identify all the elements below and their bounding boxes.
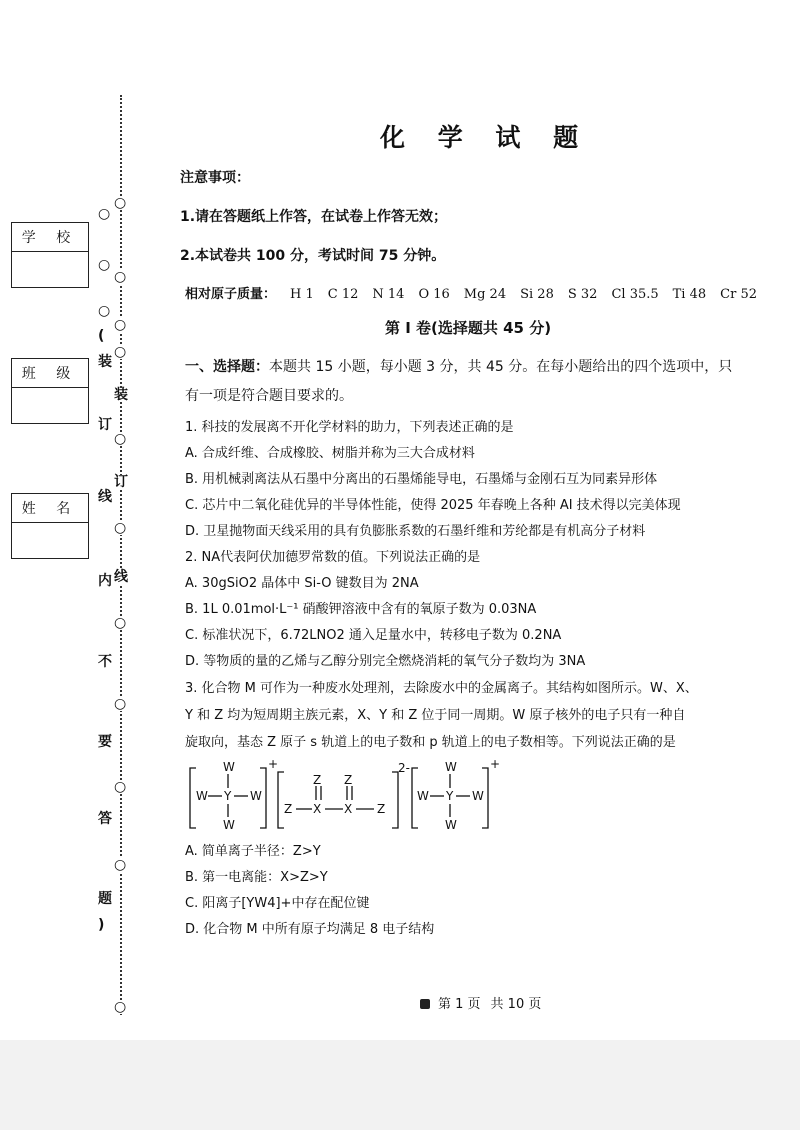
- charge-plus-1: +: [268, 760, 279, 771]
- atom-w: W: [445, 818, 457, 832]
- atomic-mass-item: H 1: [290, 287, 314, 302]
- atomic-mass-item: Ti 48: [672, 287, 707, 302]
- binding-left-char: ○: [98, 257, 111, 273]
- class-box: [11, 358, 89, 424]
- binding-right-char: 装: [114, 387, 128, 403]
- question-3-option-d: D. 化合物 M 中所有原子均满足 8 电子结构: [185, 922, 435, 937]
- name-box: [11, 493, 89, 559]
- question-2-option-c: C. 标准状况下，6.72LNO2 通入足量水中，转移电子数为 0.2NA: [185, 628, 562, 643]
- binding-right-char: ○: [114, 431, 127, 447]
- atomic-mass-item: C 12: [327, 287, 359, 302]
- binding-left-char: 装: [98, 354, 112, 370]
- question-2-option-a: A. 30gSiO2 晶体中 Si-O 键数目为 2NA: [185, 576, 419, 591]
- atom-w: W: [223, 818, 235, 832]
- part-heading: 一、选择题：: [185, 359, 269, 375]
- atom-x: X: [344, 802, 353, 816]
- school-field[interactable]: [12, 252, 88, 287]
- class-field[interactable]: [12, 388, 88, 423]
- binding-right-char: 线: [114, 569, 128, 585]
- question-2-option-d: D. 等物质的量的乙烯与乙醇分别完全燃烧消耗的氧气分子数均为 3NA: [185, 654, 586, 669]
- atomic-mass-item: Cr 52: [720, 287, 757, 302]
- binding-left-char: (: [98, 328, 105, 344]
- binding-right-char: ○: [114, 344, 127, 360]
- atom-y: Y: [446, 789, 454, 803]
- binding-left-char: ○: [98, 303, 111, 319]
- atom-w: W: [250, 789, 262, 803]
- atomic-mass-item: N 14: [372, 287, 405, 302]
- binding-left-char: 内: [98, 573, 112, 589]
- atomic-mass-item: Mg 24: [463, 287, 507, 302]
- part-intro-line-1: [185, 360, 732, 375]
- school-label: 学 校: [12, 223, 88, 252]
- binding-left-char: 订: [98, 417, 112, 433]
- atom-z: Z: [377, 802, 386, 816]
- atomic-mass-item: O 16: [418, 287, 450, 302]
- question-2-option-b: B. 1L 0.01mol·L⁻¹ 硝酸钾溶液中含有的氧原子数为 0.03NA: [185, 602, 537, 617]
- footer-mark-icon: [420, 999, 430, 1009]
- binding-left-char: 要: [98, 734, 112, 750]
- binding-right-char: ○: [114, 520, 127, 536]
- bottom-margin: [0, 1040, 800, 1130]
- page-footer: [420, 993, 541, 1012]
- atom-w: W: [417, 789, 429, 803]
- atom-z: Z: [284, 802, 293, 816]
- question-3-option-c: C. 阳离子[YW4]+中存在配位键: [185, 896, 370, 911]
- binding-right-char: ○: [114, 779, 127, 795]
- class-label: 班 级: [12, 359, 88, 388]
- question-1-option-c: C. 芯片中二氧化硅优异的半导体性能，使得 2025 年春晚上各种 AI 技术得以完美体现: [185, 498, 681, 513]
- compound-m-structure: [188, 760, 518, 835]
- binding-right-char: 订: [114, 474, 128, 490]
- question-3-option-b: B. 第一电离能：X>Z>Y: [185, 870, 328, 885]
- atom-z: Z: [344, 773, 353, 787]
- page-number: 第 1 页: [438, 997, 481, 1012]
- atom-z: Z: [313, 773, 322, 787]
- binding-right-char: ○: [114, 317, 127, 333]
- part-intro-2: 有一项是符合题目要求的。: [185, 388, 353, 404]
- binding-right-char: ○: [114, 615, 127, 631]
- binding-left-char: 不: [98, 654, 112, 670]
- page-title: 化 学 试 题: [380, 123, 591, 152]
- binding-right-char: ○: [114, 195, 127, 211]
- charge-plus-2: +: [490, 760, 501, 771]
- name-label: 姓 名: [12, 494, 88, 523]
- atom-y: Y: [224, 789, 232, 803]
- question-1-option-d: D. 卫星抛物面天线采用的具有负膨胀系数的石墨纤维和芳纶都是有机高分子材料: [185, 524, 646, 539]
- part-intro-1: 本题共 15 小题，每小题 3 分，共 45 分。在每小题给出的四个选项中，只: [269, 359, 733, 375]
- atom-x: X: [313, 802, 322, 816]
- page-total: 共 10 页: [490, 997, 542, 1012]
- question-1-stem: 1. 科技的发展离不开化学材料的助力，下列表述正确的是: [185, 420, 514, 435]
- atom-w: W: [445, 760, 457, 774]
- charge-2minus: 2-: [398, 761, 410, 775]
- binding-dotted-line: [120, 95, 122, 1015]
- atomic-mass-row: [185, 287, 757, 303]
- binding-left-char: ○: [98, 206, 111, 222]
- question-2-stem: 2. NA代表阿伏加德罗常数的值。下列说法正确的是: [185, 550, 481, 565]
- binding-right-char: ○: [114, 696, 127, 712]
- question-1-option-b: B. 用机械剥离法从石墨中分离出的石墨烯能导电，石墨烯与金刚石互为同素异形体: [185, 472, 658, 487]
- binding-left-char: ): [98, 917, 105, 933]
- question-3-stem-3: 旋取向，基态 Z 原子 s 轨道上的电子数和 p 轨道上的电子数相等。下列说法正确的是: [185, 735, 676, 750]
- bracket-right-2: [392, 772, 398, 828]
- binding-left-char: 答: [98, 811, 112, 827]
- binding-right-char: ○: [114, 857, 127, 873]
- notice-heading: 注意事项：: [180, 170, 250, 186]
- atomic-mass-item: Si 28: [520, 287, 554, 302]
- question-3-stem-2: Y 和 Z 均为短周期主族元素，X、Y 和 Z 位于同一周期。W 原子核外的电子只有一种自: [185, 708, 686, 723]
- atom-w: W: [196, 789, 208, 803]
- atom-w: W: [223, 760, 235, 774]
- atomic-mass-item: Cl 35.5: [611, 287, 659, 302]
- notice-2: 2.本试卷共 100 分，考试时间 75 分钟。: [180, 248, 446, 264]
- bracket-left-2: [278, 772, 284, 828]
- atomic-mass-item: S 32: [567, 287, 598, 302]
- question-1-option-a: A. 合成纤维、合成橡胶、树脂并称为三大合成材料: [185, 446, 475, 461]
- binding-right-char: ○: [114, 269, 127, 285]
- binding-right-char: ○: [114, 999, 127, 1015]
- atomic-mass-label: 相对原子质量：: [185, 287, 277, 302]
- question-3-option-a: A. 简单离子半径：Z>Y: [185, 844, 321, 859]
- name-field[interactable]: [12, 523, 88, 558]
- atom-w: W: [472, 789, 484, 803]
- notice-1: 1.请在答题纸上作答，在试卷上作答无效；: [180, 209, 448, 225]
- binding-left-char: 线: [98, 489, 112, 505]
- question-3-stem-1: 3. 化合物 M 可作为一种废水处理剂，去除废水中的金属离子。其结构如图所示。W、X、: [185, 681, 698, 696]
- binding-left-char: 题: [98, 891, 112, 907]
- section-title: 第 I 卷(选择题共 45 分): [385, 319, 552, 337]
- school-box: [11, 222, 89, 288]
